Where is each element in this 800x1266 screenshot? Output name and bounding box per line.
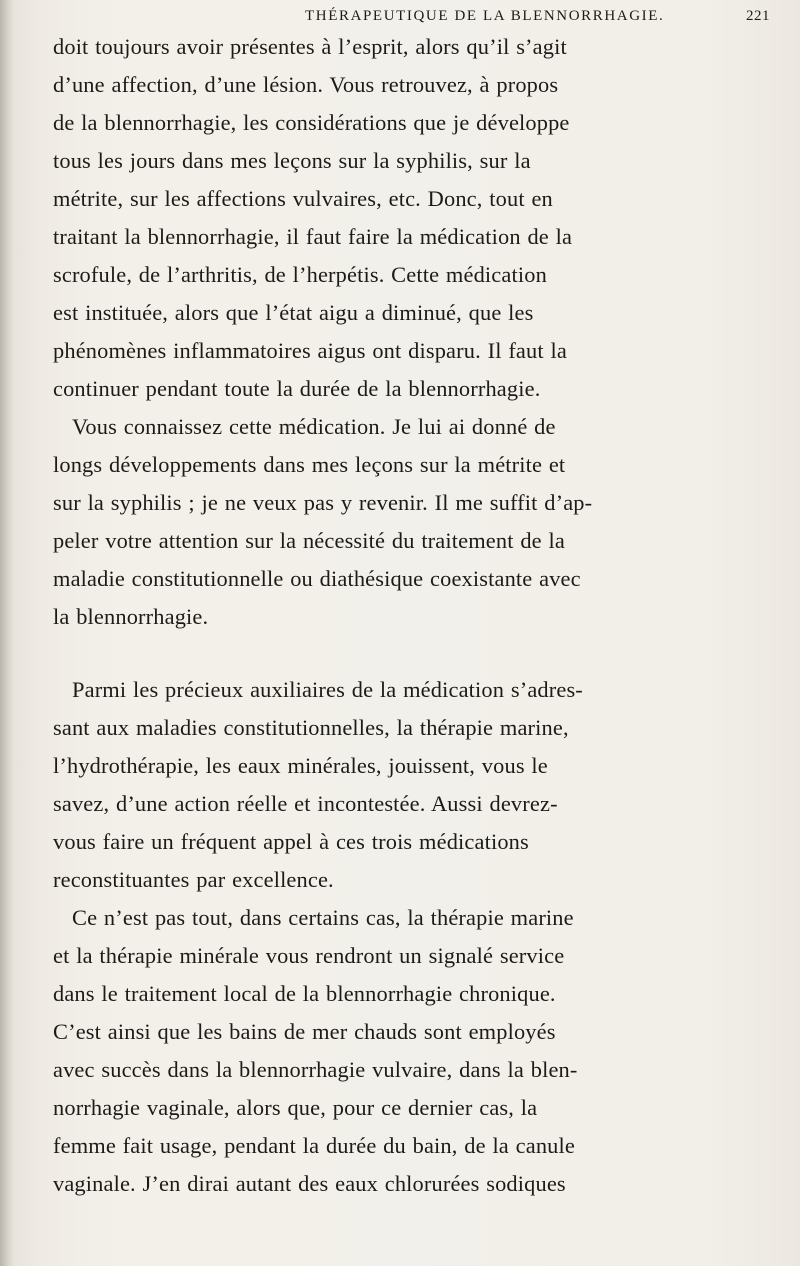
text-line: est instituée, alors que l’état aigu a diminué, que les (53, 300, 534, 325)
text-line: traitant la blennorrhagie, il faut faire la médication de la (53, 224, 573, 249)
text-line: peler votre attention sur la nécessité du traitement de la (53, 528, 565, 553)
text-line: avec succès dans la blennorrhagie vulvaire, dans la blen- (53, 1057, 578, 1082)
text-line: Ce n’est pas tout, dans certains cas, la thérapie marine (72, 905, 574, 930)
text-line: tous les jours dans mes leçons sur la syphilis, sur la (53, 148, 531, 173)
text-line: sant aux maladies constitutionnelles, la thérapie marine, (53, 715, 569, 740)
running-title: THÉRAPEUTIQUE DE LA BLENNORRHAGIE. (305, 8, 665, 24)
text-line: maladie constitutionnelle ou diathésique coexistante avec (53, 566, 581, 591)
text-line: scrofule, de l’arthritis, de l’herpétis. Cette médication (53, 262, 547, 287)
text-line: Vous connaissez cette médication. Je lui ai donné de (72, 414, 556, 439)
text-line: de la blennorrhagie, les considérations que je développe (53, 110, 570, 135)
text-line: continuer pendant toute la durée de la blennorrhagie. (53, 376, 541, 401)
text-line: phénomènes inflammatoires aigus ont disparu. Il faut la (53, 338, 567, 363)
text-line: doit toujours avoir présentes à l’esprit, alors qu’il s’agit (53, 34, 567, 59)
text-line: sur la syphilis ; je ne veux pas y revenir. Il me suffit d’ap- (53, 490, 593, 515)
text-line: norrhagie vaginale, alors que, pour ce dernier cas, la (53, 1095, 538, 1120)
text-line: l’hydrothérapie, les eaux minérales, jouissent, vous le (53, 753, 548, 778)
text-line: vous faire un fréquent appel à ces trois médications (53, 829, 529, 854)
text-line: reconstituantes par excellence. (53, 867, 334, 892)
page-gutter (0, 0, 14, 1266)
text-line: d’une affection, d’une lésion. Vous retrouvez, à propos (53, 72, 559, 97)
text-line: dans le traitement local de la blennorrhagie chronique. (53, 981, 556, 1006)
page-number: 221 (746, 8, 770, 24)
text-line: C’est ainsi que les bains de mer chauds sont employés (53, 1019, 556, 1044)
text-line: savez, d’une action réelle et incontestée. Aussi devrez- (53, 791, 558, 816)
text-line: et la thérapie minérale vous rendront un signalé service (53, 943, 565, 968)
running-head (305, 4, 770, 28)
text-line: métrite, sur les affections vulvaires, etc. Donc, tout en (53, 186, 553, 211)
text-line: longs développements dans mes leçons sur la métrite et (53, 452, 566, 477)
text-line: vaginale. J’en dirai autant des eaux chlorurées sodiques (53, 1171, 566, 1196)
text-line: la blennorrhagie. (53, 604, 209, 629)
text-line: femme fait usage, pendant la durée du bain, de la canule (53, 1133, 575, 1158)
text-line: Parmi les précieux auxiliaires de la médication s’adres- (72, 677, 583, 702)
